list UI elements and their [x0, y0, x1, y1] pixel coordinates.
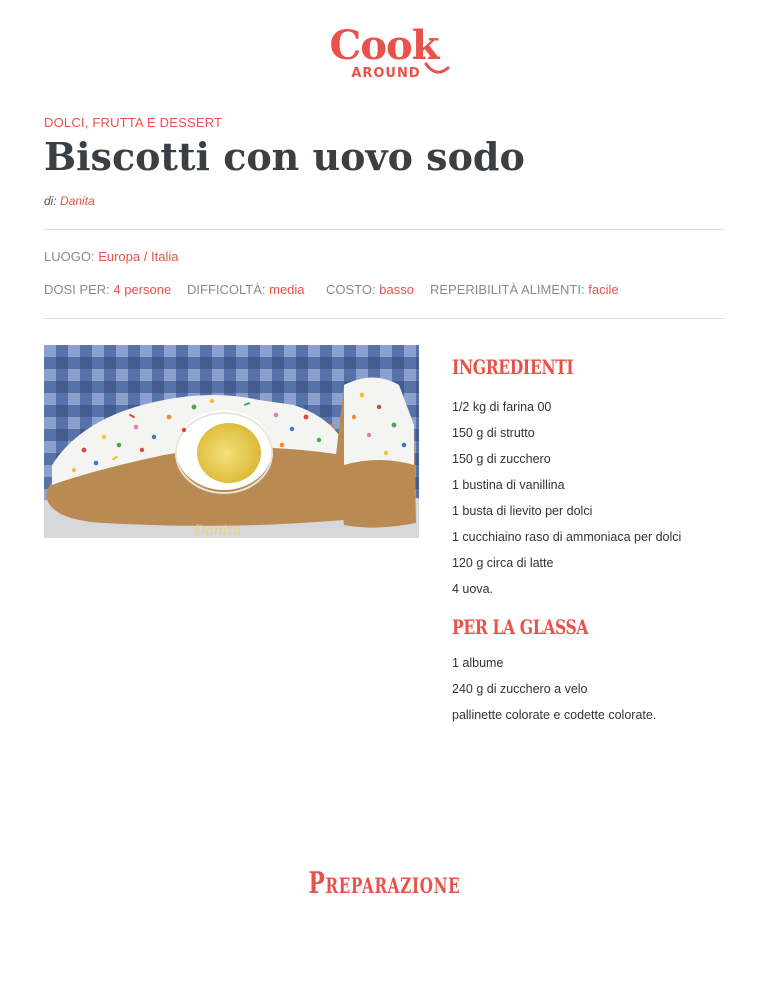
list-item: 240 g di zucchero a velo	[452, 682, 588, 696]
luogo-label: LUOGO:	[44, 249, 95, 264]
list-item: 150 g di zucchero	[452, 452, 551, 466]
author-prefix: di:	[44, 194, 57, 208]
meta-difficolta	[187, 282, 305, 297]
list-item: 4 uova.	[452, 582, 494, 596]
meta-reperibilita	[430, 282, 619, 297]
list-item: 150 g di strutto	[452, 426, 535, 440]
difficolta-label: DIFFICOLTÀ:	[187, 282, 266, 297]
recipe-photo	[44, 345, 419, 538]
logo-subtitle: AROUND	[351, 66, 421, 81]
recipe-category[interactable]: DOLCI, FRUTTA E DESSERT	[44, 115, 223, 130]
list-item: 1 cucchiaino raso di ammoniaca per dolci	[452, 530, 682, 544]
costo-label: COSTO:	[326, 282, 376, 297]
reperibilita-label: REPERIBILITÀ ALIMENTI:	[430, 282, 585, 297]
luogo-country-link[interactable]: Italia	[151, 249, 179, 264]
list-item: 120 g circa di latte	[452, 556, 554, 570]
preparation-heading-text: Preparazione	[308, 866, 460, 901]
meta-dosi	[44, 282, 171, 297]
preparation-heading	[0, 866, 768, 901]
author-link[interactable]: Danita	[60, 194, 95, 208]
meta-costo	[326, 282, 414, 297]
list-item: pallinette colorate e codette colorate.	[452, 708, 657, 722]
recipe-photo-image	[44, 345, 419, 538]
ingredients-list	[452, 396, 681, 604]
list-item: 1 bustina di vanillina	[452, 478, 565, 492]
list-item: 1 albume	[452, 656, 504, 670]
costo-value[interactable]: basso	[379, 282, 414, 297]
dosi-value[interactable]: 4 persone	[113, 282, 172, 297]
list-item: 1 busta di lievito per dolci	[452, 504, 593, 518]
meta-luogo	[44, 249, 178, 264]
reperibilita-value[interactable]: facile	[588, 282, 619, 297]
photo-watermark: Danita	[194, 523, 242, 538]
luogo-separator: /	[143, 249, 148, 264]
glaze-list	[452, 652, 656, 730]
list-item: 1/2 kg di farina 00	[452, 400, 552, 414]
divider-top	[44, 229, 724, 230]
luogo-region-link[interactable]: Europa	[98, 249, 141, 264]
dosi-label: DOSI PER:	[44, 282, 110, 297]
difficolta-value[interactable]: media	[269, 282, 305, 297]
site-logo[interactable]	[318, 22, 450, 82]
logo-wordmark: Cook	[329, 22, 439, 69]
divider-bottom	[44, 318, 724, 319]
recipe-title: Biscotti con uovo sodo	[44, 134, 525, 179]
logo-swoosh-icon	[424, 62, 450, 76]
glaze-heading: PER LA GLASSA	[452, 615, 589, 639]
recipe-author	[44, 194, 95, 208]
ingredients-heading: INGREDIENTI	[452, 355, 574, 379]
